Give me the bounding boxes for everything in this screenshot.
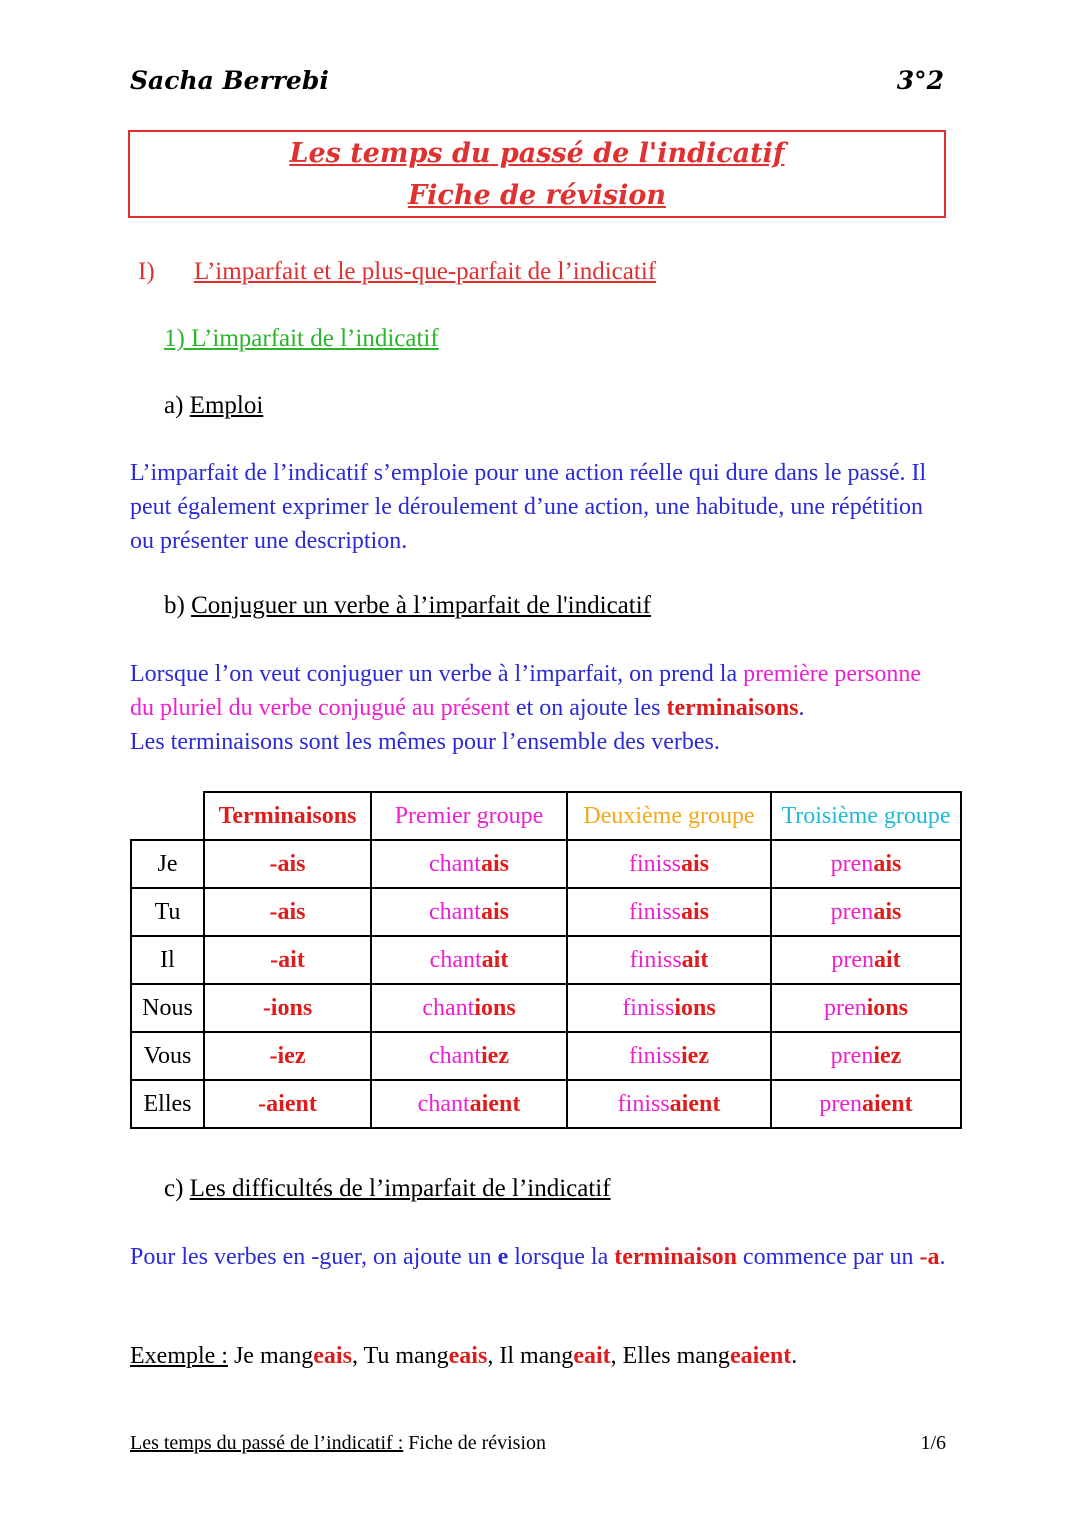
- example-pre: Elles mang: [616, 1343, 730, 1369]
- section-title: L’imparfait et le plus-que-parfait de l’indicatif: [194, 258, 657, 285]
- table-row: [131, 888, 961, 936]
- example-ending: eais: [448, 1343, 488, 1369]
- group-1-cell: [371, 936, 567, 984]
- verb-ending: iez: [681, 1042, 709, 1069]
- stem: finiss: [628, 898, 681, 925]
- group-3-cell: [771, 840, 961, 888]
- page-subtitle: Fiche de révision: [408, 180, 666, 211]
- title-box: [128, 130, 946, 218]
- part-c-text-4: .: [939, 1244, 946, 1270]
- page-number: 1/6: [920, 1432, 946, 1454]
- verb-ending: ais: [480, 898, 509, 925]
- example-post: ,: [487, 1343, 494, 1369]
- pronoun-cell: Elles: [131, 1080, 204, 1128]
- verb-ending: iez: [873, 1042, 902, 1069]
- part-b-text-4: Les terminaisons sont les mêmes pour l’ensemble des verbes.: [130, 729, 720, 755]
- verb-ending: ions: [674, 994, 716, 1021]
- group-1-cell: [371, 984, 567, 1032]
- part-c-title: Les difficultés de l’imparfait de l’indicatif: [189, 1175, 611, 1202]
- group-2-cell: [567, 840, 771, 888]
- example-ending: eaient: [729, 1343, 792, 1369]
- class-label: 3°2: [896, 66, 944, 95]
- author-name: Sacha Berrebi: [130, 66, 329, 95]
- footer: [130, 1432, 546, 1455]
- stem: pren: [823, 994, 867, 1021]
- table-header-row: [131, 792, 961, 840]
- stem: chant: [429, 1042, 481, 1069]
- stem: finiss: [622, 994, 675, 1021]
- group-3-cell: [771, 1080, 961, 1128]
- ending-cell: -ais: [204, 840, 371, 888]
- part-b-text-red: terminaisons: [666, 695, 799, 721]
- group-1-cell: [371, 888, 567, 936]
- stem: pren: [830, 1042, 874, 1069]
- verb-ending: ais: [480, 850, 509, 877]
- group-2-cell: [567, 1032, 771, 1080]
- stem: pren: [819, 1090, 862, 1117]
- part-c-paragraph: [130, 1240, 950, 1274]
- table-row: [131, 936, 961, 984]
- part-c-heading: [164, 1175, 611, 1203]
- stem: finiss: [629, 1042, 682, 1069]
- example-label: Exemple :: [130, 1343, 228, 1369]
- verb-ending: ions: [474, 994, 516, 1021]
- example-pre: Je mang: [227, 1343, 314, 1369]
- stem: chant: [429, 898, 481, 925]
- stem: chant: [422, 994, 475, 1021]
- part-b-prefix: b): [164, 592, 192, 619]
- example-pre: Tu mang: [357, 1343, 449, 1369]
- section-number: I): [138, 258, 155, 285]
- group-1-cell: [371, 1032, 567, 1080]
- pronoun-cell: Tu: [131, 888, 204, 936]
- ending-cell: -iez: [204, 1032, 371, 1080]
- group-3-cell: [771, 888, 961, 936]
- example-post: ,: [351, 1343, 358, 1369]
- part-a-heading: [164, 392, 263, 420]
- group-2-cell: [567, 984, 771, 1032]
- verb-ending: ais: [873, 850, 902, 877]
- ending-cell: -ait: [204, 936, 371, 984]
- header-group-2: Deuxième groupe: [567, 792, 771, 840]
- section-heading: [138, 258, 656, 286]
- subsection-title: 1) L’imparfait de l’indicatif: [164, 325, 439, 352]
- part-a-paragraph: L’imparfait de l’indicatif s’emploie pour une action réelle qui dure dans le passé. Il peut également exprimer le déroulement d’une action, une habitude, une répétition ou présenter une description.: [130, 460, 927, 554]
- verb-ending: ait: [681, 946, 709, 973]
- part-b-text-3: .: [798, 695, 805, 721]
- part-b-text-pink: première personne du pluriel du verbe conjugué au présent: [130, 661, 922, 721]
- stem: pren: [830, 850, 874, 877]
- group-2-cell: [567, 1080, 771, 1128]
- stem: chant: [429, 946, 482, 973]
- ending-cell: -aient: [204, 1080, 371, 1128]
- verb-ending: ais: [681, 850, 710, 877]
- part-c-text-e: e: [497, 1244, 509, 1270]
- group-1-cell: [371, 840, 567, 888]
- verb-ending: aient: [469, 1090, 521, 1117]
- part-b-heading: [164, 592, 651, 620]
- pronoun-cell: Je: [131, 840, 204, 888]
- example-ending: eais: [313, 1343, 352, 1369]
- part-c-prefix: c): [164, 1175, 190, 1202]
- table-row: [131, 984, 961, 1032]
- group-1-cell: [371, 1080, 567, 1128]
- part-a-title: Emploi: [189, 392, 264, 419]
- stem: finiss: [617, 1090, 670, 1117]
- pronoun-cell: Nous: [131, 984, 204, 1032]
- part-c-text-1: Pour les verbes en -guer, on ajoute un: [130, 1244, 498, 1270]
- verb-ending: iez: [481, 1042, 509, 1069]
- stem: finiss: [628, 850, 681, 877]
- pronoun-cell: Vous: [131, 1032, 204, 1080]
- example-post: ,: [610, 1343, 617, 1369]
- group-3-cell: [771, 936, 961, 984]
- pronoun-cell: Il: [131, 936, 204, 984]
- verb-ending: ait: [873, 946, 901, 973]
- subsection-heading: [164, 325, 439, 353]
- header-terminaisons: Terminaisons: [204, 792, 371, 840]
- part-b-text-2: et on ajoute les: [509, 695, 667, 721]
- part-b-title: Conjuguer un verbe à l’imparfait de l'indicatif: [191, 592, 651, 619]
- stem: pren: [831, 946, 874, 973]
- header-group-1: Premier groupe: [371, 792, 567, 840]
- conjugation-table: [130, 791, 962, 1129]
- group-2-cell: [567, 888, 771, 936]
- verb-ending: ais: [873, 898, 902, 925]
- part-c-text-3: commence par un: [736, 1244, 920, 1270]
- part-c-text-red: terminaison: [614, 1244, 737, 1270]
- verb-ending: ait: [481, 946, 509, 973]
- part-b-paragraph: [130, 657, 950, 759]
- table-row: [131, 1080, 961, 1128]
- part-c-text-a: -a: [919, 1244, 940, 1270]
- example-post: .: [791, 1343, 798, 1369]
- group-2-cell: [567, 936, 771, 984]
- stem: chant: [429, 850, 481, 877]
- verb-ending: ais: [681, 898, 710, 925]
- example-ending: eait: [573, 1343, 611, 1369]
- stem: chant: [417, 1090, 470, 1117]
- page-title: Les temps du passé de l'indicatif: [289, 138, 785, 169]
- verb-ending: aient: [669, 1090, 721, 1117]
- part-b-text-1: Lorsque l’on veut conjuguer un verbe à l’imparfait, on prend la: [130, 661, 744, 687]
- group-3-cell: [771, 984, 961, 1032]
- part-a-prefix: a): [164, 392, 190, 419]
- verb-ending: aient: [861, 1090, 913, 1117]
- footer-label: Les temps du passé de l’indicatif :: [130, 1432, 404, 1454]
- ending-cell: -ais: [204, 888, 371, 936]
- stem: finiss: [629, 946, 682, 973]
- part-c-text-2: lorsque la: [508, 1244, 615, 1270]
- group-3-cell: [771, 1032, 961, 1080]
- example-pre: Il mang: [493, 1343, 574, 1369]
- verb-ending: ions: [866, 994, 908, 1021]
- example-line: [130, 1343, 797, 1370]
- table-row: [131, 840, 961, 888]
- header-group-3: Troisième groupe: [771, 792, 961, 840]
- footer-text: Fiche de révision: [403, 1432, 547, 1454]
- table-row: [131, 1032, 961, 1080]
- stem: pren: [830, 898, 874, 925]
- table-corner: [131, 792, 204, 840]
- ending-cell: -ions: [204, 984, 371, 1032]
